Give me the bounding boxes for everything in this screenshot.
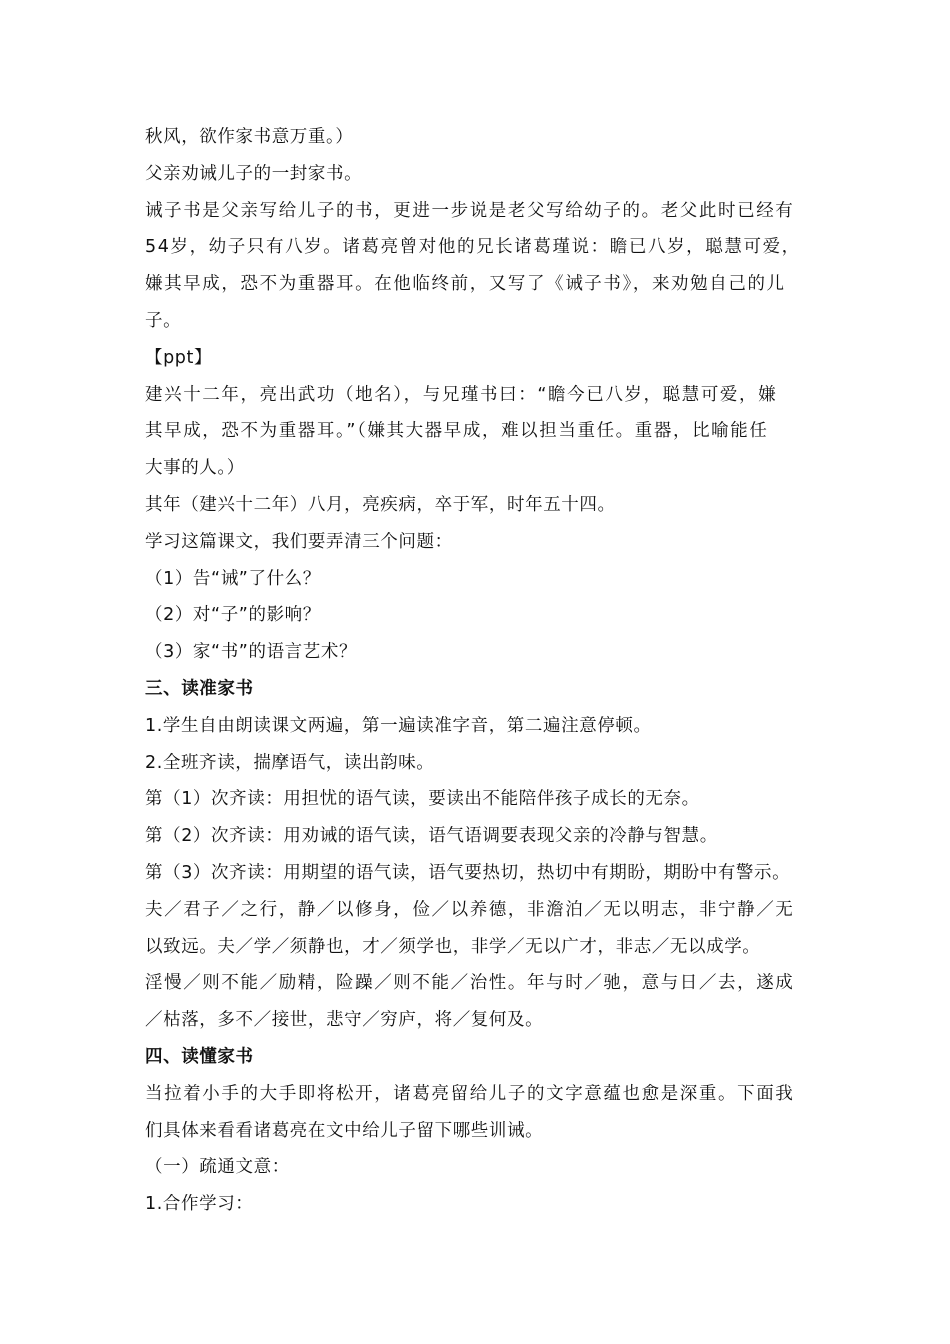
text-line: 第（3）次齐读：用期望的语气读，语气要热切，热切中有期盼，期盼中有警示。 — [145, 862, 791, 883]
question-item: （3）家“书”的语言艺术？ — [145, 642, 358, 663]
text-line: 54岁，幼子只有八岁。诸葛亮曾对他的兄长诸葛瑾说：瞻已八岁，聪慧可爱， — [145, 237, 801, 258]
text-line: 大事的人。） — [145, 458, 245, 479]
text-line: 夫／君子／之行，静／以修身，俭／以养德，非澹泊／无以明志，非宁静／无 — [145, 899, 795, 920]
text-line: 诫子书是父亲写给儿子的书，更进一步说是老父写给幼子的。老父此时已经有 — [145, 200, 795, 221]
text-line: 1.学生自由朗读课文两遍，第一遍读准字音，第二遍注意停顿。 — [145, 715, 652, 736]
text-line: 淫慢／则不能／励精，险躁／则不能／治性。年与时／驰，意与日／去，遂成 — [145, 973, 795, 994]
text-line: 第（2）次齐读：用劝诫的语气读，语气语调要表现父亲的冷静与智慧。 — [145, 826, 718, 847]
text-line: 2.全班齐读，揣摩语气，读出韵味。 — [145, 752, 435, 773]
text-line: 其年（建兴十二年）八月，亮疾病，卒于军，时年五十四。 — [145, 494, 616, 515]
question-item: （2）对“子”的影响？ — [145, 605, 321, 626]
text-line: 以致远。夫／学／须静也，才／须学也，非学／无以广才，非志／无以成学。 — [145, 936, 761, 957]
text-line: （一）疏通文意： — [145, 1157, 290, 1178]
text-line: 们具体来看看诸葛亮在文中给儿子留下哪些训诫。 — [145, 1120, 544, 1141]
text-line: 1.合作学习： — [145, 1194, 254, 1215]
question-item: （1）告“诫”了什么？ — [145, 568, 321, 589]
text-line: 子。 — [145, 310, 182, 331]
text-line: 秋风，欲作家书意万重。） — [145, 127, 354, 147]
text-line: 建兴十二年，亮出武功（地名），与兄瑾书曰：“瞻今已八岁，聪慧可爱，嫌 — [145, 384, 778, 405]
text-line: 父亲劝诫儿子的一封家书。 — [145, 163, 363, 184]
text-line: 其早成，恐不为重器耳。”（嫌其大器早成，难以担当重任。重器，比喻能任 — [145, 421, 769, 442]
section-heading: 三、读准家书 — [145, 678, 254, 699]
document-body — [145, 119, 825, 1223]
section-heading: 四、读懂家书 — [145, 1046, 254, 1067]
text-line: 第（1）次齐读：用担忧的语气读，要读出不能陪伴孩子成长的无奈。 — [145, 789, 700, 810]
text-line: 嫌其早成，恐不为重器耳。在他临终前，又写了《诫子书》，来劝勉自己的儿 — [145, 274, 786, 295]
text-line: 当拉着小手的大手即将松开，诸葛亮留给儿子的文字意蕴也愈是深重。下面我 — [145, 1083, 795, 1104]
text-line: ／枯落，多不／接世，悲守／穷庐，将／复何及。 — [145, 1010, 544, 1031]
ppt-marker: 【ppt】 — [145, 347, 213, 368]
text-line: 学习这篇课文，我们要弄清三个问题： — [145, 531, 453, 552]
